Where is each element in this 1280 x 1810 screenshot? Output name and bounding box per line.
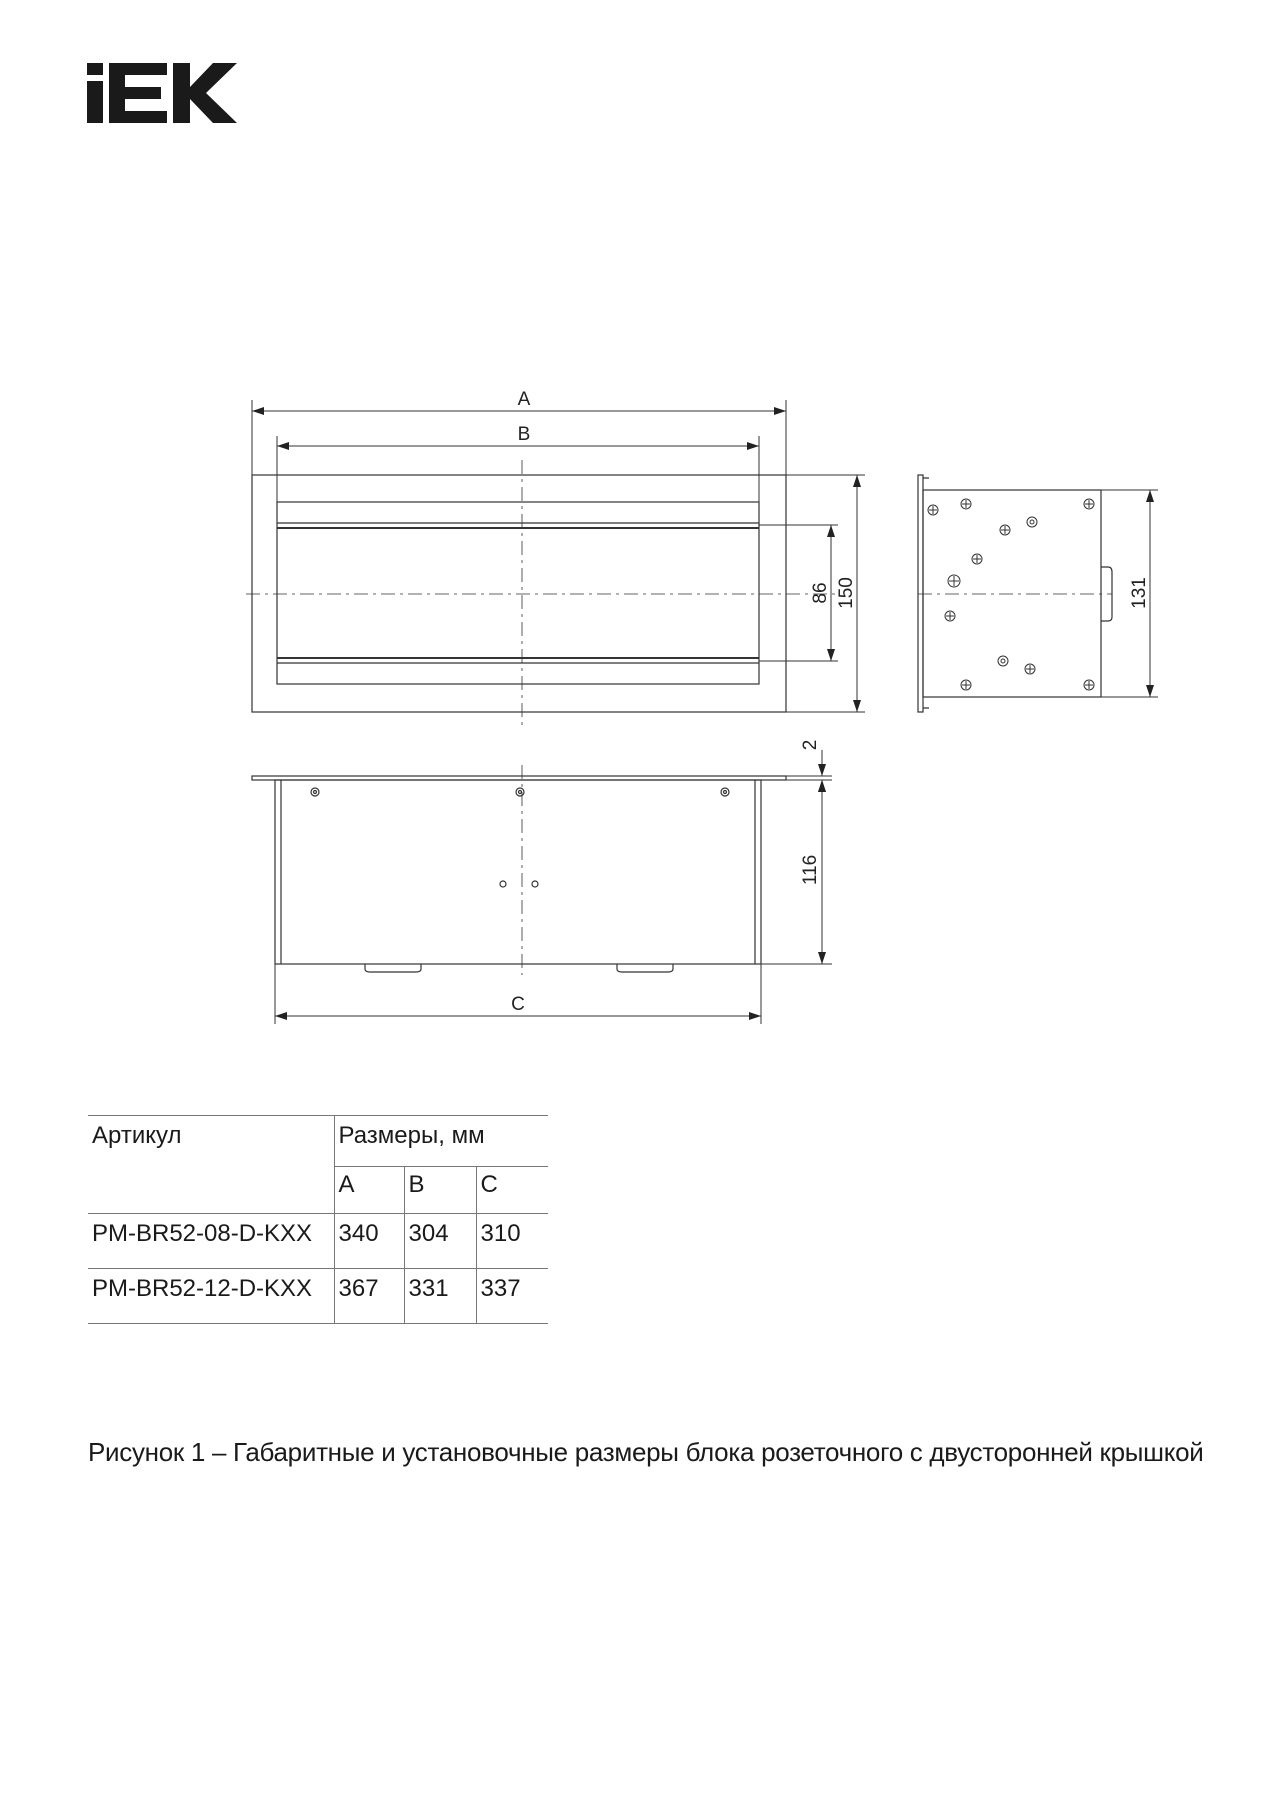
dim-label-c: C bbox=[511, 994, 525, 1015]
cell-article: PM-BR52-12-D-KXX bbox=[88, 1269, 334, 1324]
table-header-row bbox=[88, 1116, 548, 1167]
cell-c: 310 bbox=[476, 1214, 548, 1269]
cell-article: PM-BR52-08-D-KXX bbox=[88, 1214, 334, 1269]
figure-caption: Рисунок 1 – Габаритные и установочные размеры блока розеточного с двусторонней крышкой bbox=[88, 1437, 1204, 1467]
table-row bbox=[88, 1214, 548, 1269]
side-view bbox=[918, 475, 1112, 712]
header-col-a: A bbox=[334, 1167, 404, 1214]
header-dimensions: Размеры, мм bbox=[334, 1116, 548, 1167]
dimensions-table bbox=[88, 1115, 548, 1324]
cell-a: 367 bbox=[334, 1269, 404, 1324]
cell-b: 304 bbox=[404, 1214, 476, 1269]
header-article: Артикул bbox=[88, 1116, 334, 1214]
top-view bbox=[246, 460, 840, 730]
dim-label-a: A bbox=[517, 389, 531, 410]
dim-label-86: 86 bbox=[810, 582, 831, 604]
front-view bbox=[252, 765, 786, 975]
cell-b: 331 bbox=[404, 1269, 476, 1324]
cell-c: 337 bbox=[476, 1269, 548, 1324]
cell-a: 340 bbox=[334, 1214, 404, 1269]
dim-label-2: 2 bbox=[800, 739, 821, 751]
dim-label-131: 131 bbox=[1129, 577, 1150, 609]
dim-label-116: 116 bbox=[800, 854, 821, 886]
dim-label-b: B bbox=[517, 424, 531, 445]
dimension-labels bbox=[511, 389, 1150, 1015]
dim-label-150: 150 bbox=[836, 577, 857, 609]
table-row bbox=[88, 1269, 548, 1324]
header-col-b: B bbox=[404, 1167, 476, 1214]
header-col-c: C bbox=[476, 1167, 548, 1214]
